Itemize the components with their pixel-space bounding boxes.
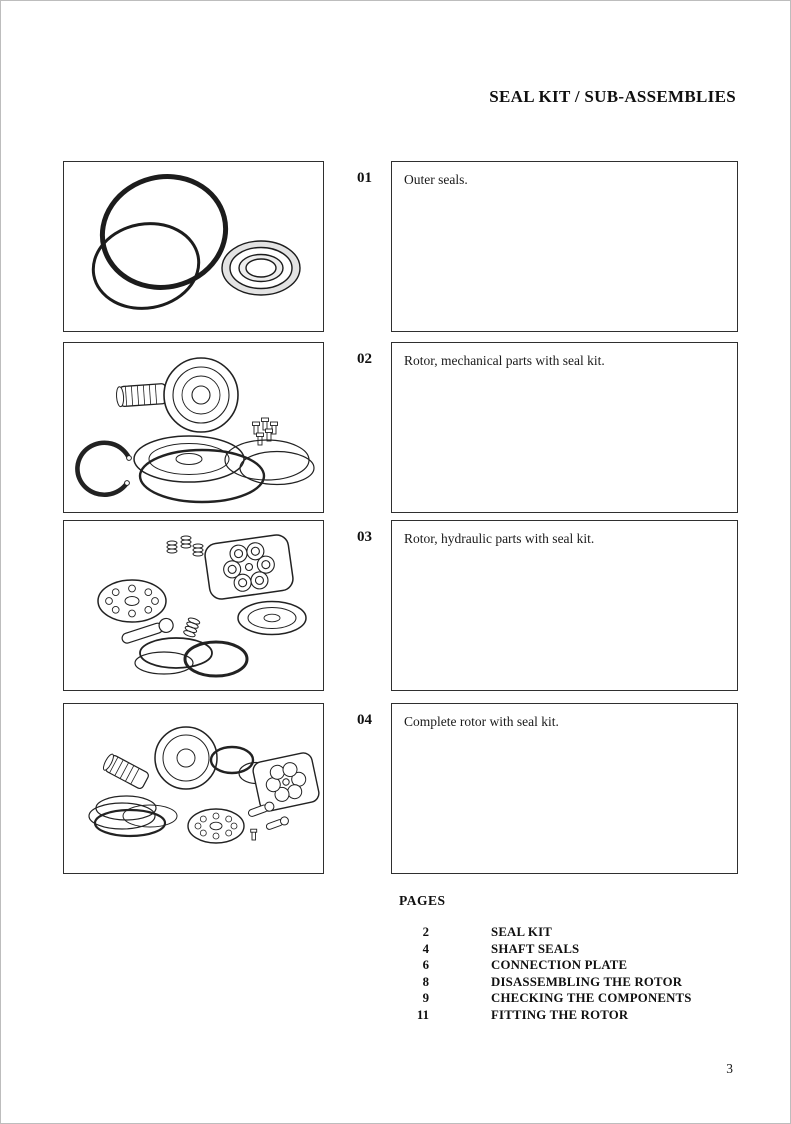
item-number: 03 bbox=[357, 529, 372, 545]
index-entry-page: 4 bbox=[422, 941, 429, 956]
item-description: Complete rotor with seal kit. bbox=[404, 714, 559, 729]
index-entry bbox=[399, 990, 692, 1007]
rotor-hydraulic-parts-illustration bbox=[64, 521, 323, 690]
page-number: 3 bbox=[726, 1061, 733, 1076]
item-description-box bbox=[391, 703, 738, 874]
index-entry-label: SEAL KIT bbox=[491, 925, 552, 939]
figure-box-outer-seals bbox=[63, 161, 324, 332]
index-entry bbox=[399, 1007, 692, 1024]
index-entry bbox=[399, 974, 692, 991]
index-entry-page: 6 bbox=[422, 958, 429, 972]
index-entry bbox=[399, 941, 692, 958]
page-title: SEAL KIT / SUB-ASSEMBLIES bbox=[489, 87, 736, 106]
item-description: Outer seals. bbox=[404, 172, 468, 187]
index-entry bbox=[399, 957, 692, 974]
item-description: Rotor, hydraulic parts with seal kit. bbox=[404, 531, 595, 546]
index-entry-label: DISASSEMBLING THE ROTOR bbox=[491, 974, 683, 989]
item-number: 01 bbox=[357, 170, 372, 186]
index-entry-label: SHAFT SEALS bbox=[491, 941, 580, 956]
rotor-mechanical-parts-illustration bbox=[64, 343, 323, 512]
item-description-box bbox=[391, 342, 738, 513]
index-entry-label: CHECKING THE COMPONENTS bbox=[491, 991, 692, 1005]
complete-rotor-illustration bbox=[64, 704, 323, 873]
index-entry-label: CONNECTION PLATE bbox=[491, 958, 628, 972]
index-entry-page: 11 bbox=[416, 1007, 429, 1022]
figure-box-rotor-hydraulic bbox=[63, 520, 324, 691]
item-description: Rotor, mechanical parts with seal kit. bbox=[404, 353, 605, 368]
index-entry-page: 8 bbox=[422, 974, 429, 989]
figure-box-complete-rotor bbox=[63, 703, 324, 874]
index-entry-label: FITTING THE ROTOR bbox=[491, 1007, 629, 1022]
pages-index-heading: PAGES bbox=[399, 893, 446, 908]
item-number: 02 bbox=[357, 351, 372, 367]
index-entry bbox=[399, 924, 692, 941]
item-number: 04 bbox=[357, 712, 372, 728]
index-entry-page: 2 bbox=[422, 925, 429, 939]
figure-box-rotor-mechanical bbox=[63, 342, 324, 513]
pages-index bbox=[399, 893, 692, 1023]
item-description-box bbox=[391, 161, 738, 332]
outer-seals-illustration bbox=[64, 162, 323, 331]
item-description-box bbox=[391, 520, 738, 691]
index-entry-page: 9 bbox=[422, 991, 429, 1005]
